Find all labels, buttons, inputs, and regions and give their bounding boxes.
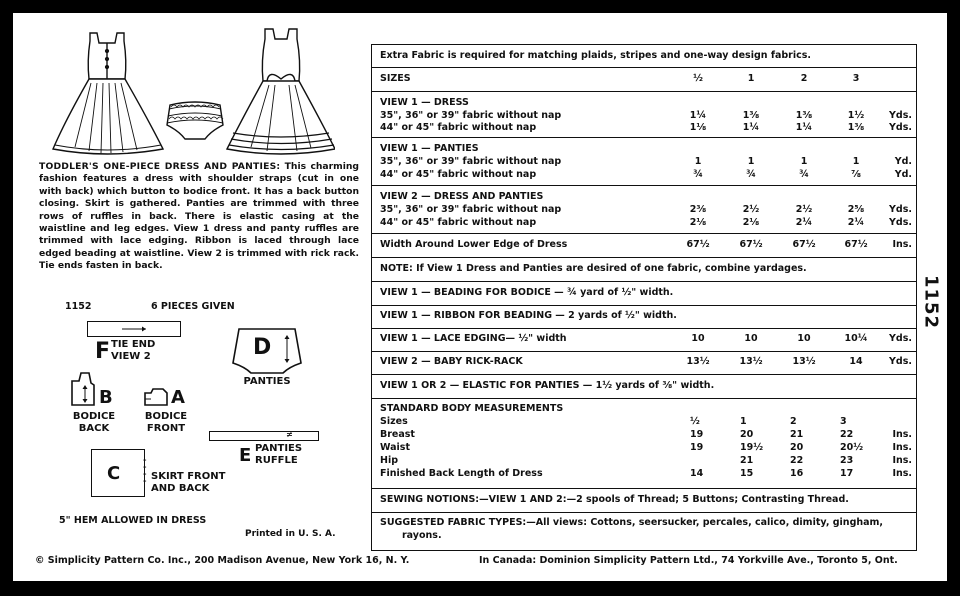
table-cell: 1 bbox=[747, 156, 755, 167]
table-cell: Yds. bbox=[889, 122, 912, 133]
pattern-number: 1152 bbox=[65, 301, 92, 312]
table-cell: ¾ bbox=[799, 169, 809, 180]
table-cell: 13½ bbox=[739, 356, 763, 367]
table-cell: 44" or 45" fabric without nap bbox=[380, 169, 537, 180]
table-cell: 2¼ bbox=[795, 217, 813, 228]
fabric-types-row bbox=[372, 512, 916, 550]
table-cell: Width Around Lower Edge of Dress bbox=[380, 239, 568, 250]
table-cell: 10 bbox=[691, 333, 705, 344]
table-cell: 19½ bbox=[740, 442, 764, 453]
dress-front-illustration bbox=[53, 33, 163, 154]
canada-line: In Canada: Dominion Simplicity Pattern Ltd., 74 Yorkville Ave., Toronto 5, Ont. bbox=[479, 555, 898, 566]
table-cell: VIEW 1 — DRESS bbox=[380, 97, 469, 108]
table-cell: 3 bbox=[840, 416, 847, 427]
piece-b-letter: B bbox=[99, 387, 113, 408]
hem-note: 5" HEM ALLOWED IN DRESS bbox=[59, 515, 207, 526]
body-measurements-section bbox=[372, 398, 916, 489]
piece-c-letter: C bbox=[107, 463, 121, 484]
table-cell: 10 bbox=[744, 333, 758, 344]
piece-d-letter: D bbox=[253, 335, 272, 360]
table-cell: 21 bbox=[790, 429, 804, 440]
dress-back-illustration bbox=[227, 29, 335, 154]
table-cell: 1⅛ bbox=[689, 122, 707, 133]
piece-e-label: PANTIES RUFFLE bbox=[255, 443, 303, 466]
table-cell: Sizes bbox=[380, 416, 408, 427]
piece-a-bodice-front-shape bbox=[143, 387, 169, 407]
piece-e-letter: E bbox=[239, 445, 252, 466]
table-cell: 67½ bbox=[844, 239, 868, 250]
piece-f-label: TIE END VIEW 2 bbox=[111, 339, 156, 362]
table-cell: Ins. bbox=[892, 442, 912, 453]
table-cell: 13½ bbox=[686, 356, 710, 367]
table-cell: 1½ bbox=[847, 110, 865, 121]
table-cell: STANDARD BODY MEASUREMENTS bbox=[380, 403, 564, 414]
table-cell: 15 bbox=[740, 468, 754, 479]
table-cell: Yds. bbox=[889, 204, 912, 215]
table-cell: Yds. bbox=[889, 217, 912, 228]
table-cell: 44" or 45" fabric without nap bbox=[380, 217, 537, 228]
view1-panties-section bbox=[372, 137, 916, 186]
table-cell: 35", 36" or 39" fabric without nap bbox=[380, 110, 562, 121]
piece-c-fold-marks: – – – – bbox=[143, 456, 147, 485]
table-cell: 35", 36" or 39" fabric without nap bbox=[380, 204, 562, 215]
table-cell: Extra Fabric is required for matching plaids, stripes and one-way design fabrics. bbox=[380, 50, 812, 61]
yardage-table bbox=[371, 44, 917, 551]
table-cell: 14 bbox=[849, 356, 863, 367]
table-cell: 2½ bbox=[795, 204, 813, 215]
piece-a-letter: A bbox=[171, 387, 185, 408]
extra-fabric-row bbox=[372, 45, 916, 68]
table-cell: 20½ bbox=[840, 442, 864, 453]
table-cell: VIEW 1 — BEADING FOR BODICE — ¾ yard of ½" width. bbox=[380, 287, 674, 298]
table-cell: Yds. bbox=[889, 110, 912, 121]
table-cell: ½ bbox=[690, 416, 700, 427]
table-cell: 2½ bbox=[742, 204, 760, 215]
table-cell: ½ bbox=[693, 73, 703, 84]
table-cell: 19 bbox=[690, 429, 704, 440]
width-lower-edge-row bbox=[372, 233, 916, 258]
table-cell: Hip bbox=[380, 455, 399, 466]
table-cell: ⅞ bbox=[851, 169, 861, 180]
piece-e-panties-ruffle-shape: ≠ bbox=[209, 431, 319, 441]
piece-b-label: BODICE BACK bbox=[72, 411, 116, 434]
piece-f-tie-end-shape bbox=[87, 321, 181, 337]
table-cell: Yds. bbox=[889, 356, 912, 367]
side-pattern-number: 1152 bbox=[920, 274, 942, 330]
table-cell: Yd. bbox=[894, 169, 912, 180]
table-cell: 1 bbox=[740, 416, 747, 427]
table-cell: SIZES bbox=[380, 73, 411, 84]
table-cell: 67½ bbox=[739, 239, 763, 250]
description-heading: TODDLER'S ONE-PIECE DRESS AND PANTIES: bbox=[39, 161, 281, 172]
table-cell: 1⅜ bbox=[742, 110, 760, 121]
table-cell: 2⅝ bbox=[847, 204, 865, 215]
note-row bbox=[372, 257, 916, 282]
table-cell: Ins. bbox=[892, 429, 912, 440]
table-cell: Breast bbox=[380, 429, 415, 440]
table-cell: 2 bbox=[800, 73, 808, 84]
table-cell: 19 bbox=[690, 442, 704, 453]
table-cell: 20 bbox=[740, 429, 754, 440]
piece-f-letter: F bbox=[95, 339, 111, 364]
table-cell: 2 bbox=[790, 416, 797, 427]
table-cell: VIEW 1 — PANTIES bbox=[380, 143, 479, 154]
sizes-row bbox=[372, 67, 916, 92]
pieces-given: 6 PIECES GIVEN bbox=[151, 301, 235, 312]
pattern-envelope-back bbox=[13, 13, 947, 581]
table-cell: VIEW 1 OR 2 — ELASTIC FOR PANTIES — 1½ yards of ⅜" width. bbox=[380, 380, 715, 391]
table-cell: Ins. bbox=[892, 239, 912, 250]
table-cell: 1 bbox=[747, 73, 755, 84]
panties-illustration bbox=[167, 102, 223, 139]
sewing-notions-row bbox=[372, 488, 916, 513]
table-cell: Yd. bbox=[894, 156, 912, 167]
table-cell: 16 bbox=[790, 468, 804, 479]
elastic-row bbox=[372, 374, 916, 399]
table-cell: 22 bbox=[840, 429, 854, 440]
rick-rack-row bbox=[372, 351, 916, 375]
piece-d-label: PANTIES bbox=[243, 376, 291, 387]
table-cell: 1⅜ bbox=[795, 110, 813, 121]
piece-a-label: BODICE FRONT bbox=[144, 411, 188, 434]
table-cell: 1⅜ bbox=[847, 122, 865, 133]
piece-b-bodice-back-shape bbox=[69, 371, 97, 407]
copyright-line: © Simplicity Pattern Co. Inc., 200 Madison Avenue, New York 16, N. Y. bbox=[35, 555, 410, 566]
table-cell: NOTE: If View 1 Dress and Panties are desired of one fabric, combine yardages. bbox=[380, 263, 807, 274]
table-cell: 2⅛ bbox=[742, 217, 760, 228]
garment-illustration bbox=[45, 21, 335, 159]
table-cell: 1 bbox=[800, 156, 808, 167]
piece-c-label: SKIRT FRONT AND BACK bbox=[151, 471, 226, 494]
table-cell: 22 bbox=[790, 455, 804, 466]
table-cell: 1 bbox=[852, 156, 860, 167]
ribbon-row bbox=[372, 305, 916, 329]
table-cell: 21 bbox=[740, 455, 754, 466]
table-cell: Finished Back Length of Dress bbox=[380, 468, 543, 479]
description-body: This charming fashion features a dress with shoulder straps (cut in one with back) which button to bodice front. It has a back button closing. Skirt is gathered. Panties are trimmed with three rows of ruffles in back. There is elastic casing at the waistline and leg edges. View 1 dress and panty ruffles are trimmed with lace edging. Ribbon is laced through lace edged beading at waistline. View 2 is trimmed with rick rack. Tie ends fasten in back. bbox=[39, 161, 359, 272]
table-cell: Ins. bbox=[892, 468, 912, 479]
table-cell: SEWING NOTIONS:—VIEW 1 AND 2:—2 spools of Thread; 5 Buttons; Contrasting Thread. bbox=[380, 494, 849, 505]
table-cell: rayons. bbox=[402, 530, 442, 541]
table-cell: 67½ bbox=[686, 239, 710, 250]
table-cell: 2⅛ bbox=[689, 217, 707, 228]
table-cell: 1¼ bbox=[795, 122, 813, 133]
table-cell: Ins. bbox=[892, 455, 912, 466]
table-cell: 1¼ bbox=[742, 122, 760, 133]
beading-row bbox=[372, 281, 916, 306]
table-cell: 2⅜ bbox=[689, 204, 707, 215]
table-cell: ¾ bbox=[746, 169, 756, 180]
view2-dress-panties-section bbox=[372, 185, 916, 234]
table-cell: 10¼ bbox=[844, 333, 868, 344]
table-cell: 35", 36" or 39" fabric without nap bbox=[380, 156, 562, 167]
table-cell: 13½ bbox=[792, 356, 816, 367]
table-cell: Waist bbox=[380, 442, 411, 453]
lace-edging-row bbox=[372, 328, 916, 352]
table-cell: 17 bbox=[840, 468, 854, 479]
table-cell: SUGGESTED FABRIC TYPES:—All views: Cottons, seersucker, percales, calico, dimity, gingham, bbox=[380, 517, 884, 528]
table-cell: 14 bbox=[690, 468, 704, 479]
table-cell: 2¼ bbox=[847, 217, 865, 228]
table-cell: Yds. bbox=[889, 333, 912, 344]
view1-dress-section bbox=[372, 91, 916, 138]
table-cell: 44" or 45" fabric without nap bbox=[380, 122, 537, 133]
table-cell: VIEW 2 — DRESS AND PANTIES bbox=[380, 191, 544, 202]
table-cell: 23 bbox=[840, 455, 854, 466]
table-cell: VIEW 1 — RIBBON FOR BEADING — 2 yards of ½" width. bbox=[380, 310, 677, 321]
table-cell: 10 bbox=[797, 333, 811, 344]
table-cell: 1 bbox=[694, 156, 702, 167]
table-cell: 20 bbox=[790, 442, 804, 453]
table-cell: ¾ bbox=[693, 169, 703, 180]
table-cell: VIEW 2 — BABY RICK-RACK bbox=[380, 356, 523, 367]
table-cell: 1¼ bbox=[689, 110, 707, 121]
printed-in-usa: Printed in U. S. A. bbox=[245, 529, 336, 539]
table-cell: VIEW 1 — LACE EDGING— ½" width bbox=[380, 333, 567, 344]
pattern-description bbox=[39, 161, 359, 273]
table-cell: 3 bbox=[852, 73, 860, 84]
table-cell: 67½ bbox=[792, 239, 816, 250]
